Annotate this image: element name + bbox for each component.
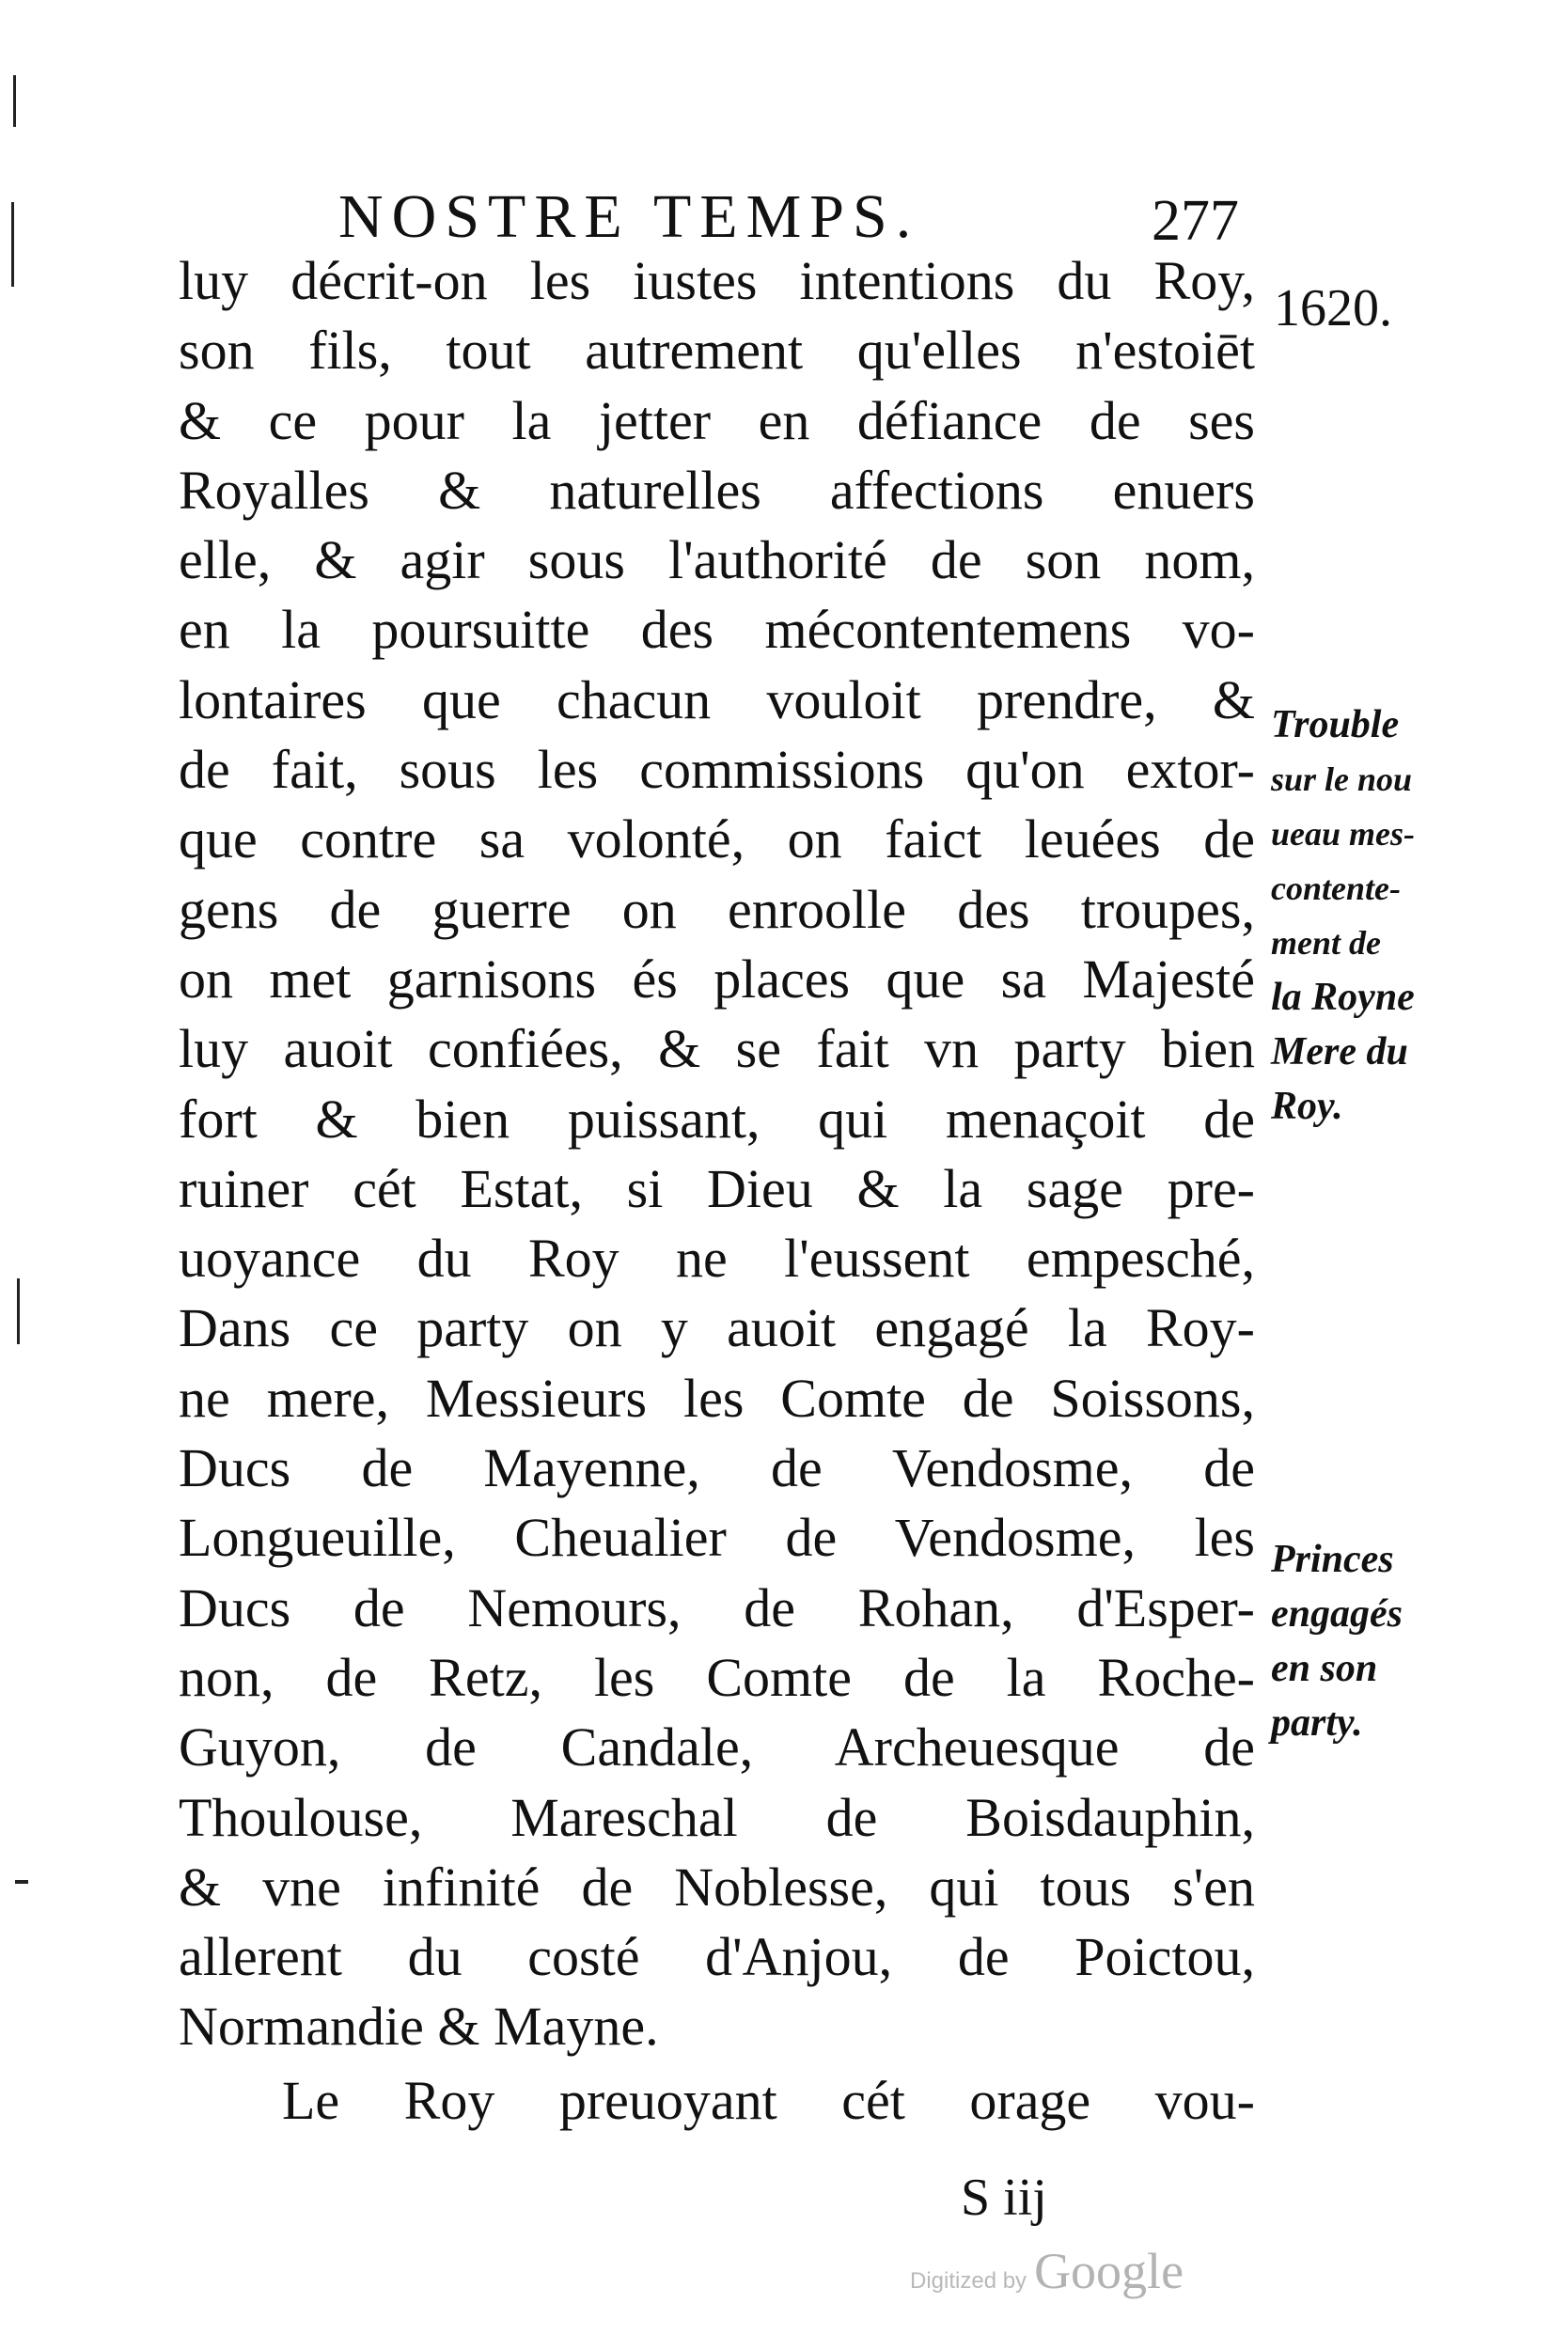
margin-year: 1620. xyxy=(1274,279,1392,337)
text-line: de fait, sous les commissions qu'on extor- xyxy=(179,739,1255,801)
text-line: son fils, tout autrement qu'elles n'estoiēt xyxy=(179,320,1255,382)
margin-note-line: sur le nou xyxy=(1271,760,1413,798)
text-line: gens de guerre on enroolle des troupes, xyxy=(179,878,1255,940)
margin-note-line: Roy. xyxy=(1271,1085,1343,1128)
text-line: que contre sa volonté, on faict leuées de xyxy=(179,808,1255,870)
text-line: Ducs de Nemours, de Rohan, d'Esper- xyxy=(179,1576,1255,1638)
text-line: uoyance du Roy ne l'eussent empesché, xyxy=(179,1228,1255,1290)
text-line: fort & bien puissant, qui menaçoit de xyxy=(179,1088,1255,1150)
margin-note-line: Mere du xyxy=(1271,1030,1408,1073)
text-line: Ducs de Mayenne, de Vendosme, de xyxy=(179,1437,1255,1499)
text-line: Thoulouse, Mareschal de Boisdauphin, xyxy=(179,1786,1255,1848)
digitized-by-text: Digitized by xyxy=(910,2268,1027,2294)
margin-note-line: engagés xyxy=(1271,1592,1403,1636)
paragraph-first-line: Le Roy preuoyant cét orage vou- xyxy=(282,2069,1255,2131)
text-line: Dans ce party on y auoit engagé la Roy- xyxy=(179,1297,1255,1359)
running-head-title: NOSTRE TEMPS. xyxy=(338,182,920,251)
text-line: lontaires que chacun vouloit prendre, & xyxy=(179,668,1255,730)
text-line: luy auoit confiées, & se fait vn party bien xyxy=(179,1018,1255,1080)
text-line: ne mere, Messieurs les Comte de Soissons, xyxy=(179,1367,1255,1429)
text-line: ruiner cét Estat, si Dieu & la sage pre- xyxy=(179,1157,1255,1219)
margin-note-line: party. xyxy=(1271,1701,1363,1745)
text-line: & vne infinité de Noblesse, qui tous s'en xyxy=(179,1856,1255,1918)
margin-note-princes xyxy=(1271,1532,1525,1750)
signature-mark: S iij xyxy=(961,2169,1047,2227)
google-logo: Google xyxy=(1034,2243,1184,2299)
text-line: allerent du costé d'Anjou, de Poictou, xyxy=(179,1926,1255,1988)
text-line: Royalles & naturelles affections enuers xyxy=(179,459,1255,521)
scan-edge-mark xyxy=(11,202,14,287)
margin-note-line: Trouble xyxy=(1271,703,1400,746)
margin-note-line: contente- xyxy=(1271,870,1401,907)
margin-note-line: ueau mes- xyxy=(1271,815,1415,853)
margin-note-trouble xyxy=(1271,697,1525,1134)
text-line: non, de Retz, les Comte de la Roche- xyxy=(179,1646,1255,1708)
margin-note-line: en son xyxy=(1271,1647,1378,1690)
text-line: & ce pour la jetter en défiance de ses xyxy=(179,389,1255,451)
scan-edge-mark xyxy=(15,1880,28,1884)
digitized-watermark xyxy=(910,2242,1184,2300)
text-line: Normandie & Mayne. xyxy=(179,1996,659,2058)
text-line: elle, & agir sous l'authorité de son nom, xyxy=(179,529,1255,591)
text-line: Longueuille, Cheualier de Vendosme, les xyxy=(179,1507,1255,1569)
text-line: en la poursuitte des mécontentemens vo- xyxy=(179,599,1255,661)
page-number: 277 xyxy=(1152,189,1239,253)
margin-note-line: ment de xyxy=(1271,924,1381,962)
scan-edge-mark xyxy=(17,1278,20,1344)
scan-edge-mark xyxy=(13,75,16,127)
text-line: luy décrit-on les iustes intentions du Roy, xyxy=(179,250,1255,311)
text-line: on met garnisons és places que sa Majesté xyxy=(179,948,1255,1010)
margin-note-line: la Royne xyxy=(1271,976,1415,1019)
margin-note-line: Princes xyxy=(1271,1538,1394,1581)
body-text xyxy=(179,246,1255,2136)
text-line: Guyon, de Candale, Archeuesque de xyxy=(179,1716,1255,1778)
